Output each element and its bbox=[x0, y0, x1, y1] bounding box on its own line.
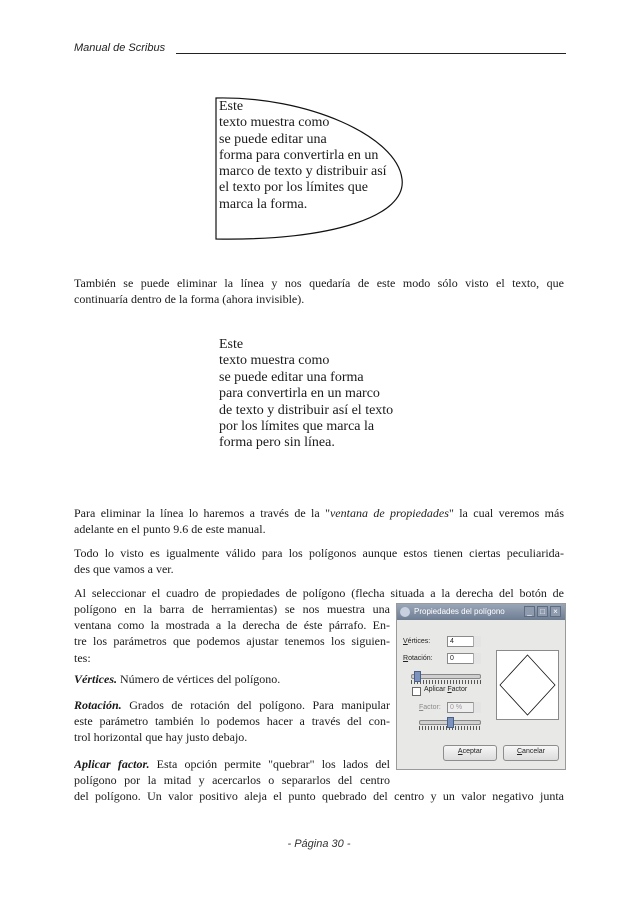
paragraph-line: adelante en el punto 9.6 de este manual. bbox=[74, 522, 266, 537]
shaped-text-line: forma para convertirla en un bbox=[219, 147, 379, 163]
factor-spinbox[interactable]: 0 % bbox=[447, 702, 481, 713]
dialog-titlebar bbox=[397, 604, 565, 620]
paragraph-line: Al seleccionar el cuadro de propiedades de polígono (flecha situada a la derecha del botón de bbox=[74, 586, 564, 600]
paragraph-line: este parámetro también lo podemos hacer a través del con- bbox=[74, 714, 390, 729]
polygon-preview bbox=[496, 650, 559, 720]
paragraph-properties-window bbox=[74, 505, 564, 537]
definition-apply-factor-cont bbox=[74, 788, 564, 804]
paragraph-line: Rotación. Grados de rotación del polígono. Para manipular bbox=[74, 698, 390, 712]
cancel-button[interactable]: Cancelar bbox=[503, 745, 559, 761]
plain-text-line: para convertirla en un marco bbox=[219, 386, 380, 402]
diamond-preview-icon bbox=[497, 651, 558, 719]
plain-text-line: texto muestra como bbox=[219, 353, 330, 369]
close-icon[interactable]: × bbox=[550, 606, 561, 617]
paragraph-line-removal bbox=[74, 275, 564, 307]
paragraph-line: tes: bbox=[74, 650, 91, 665]
paragraph-line: trol horizontal que hay justo debajo. bbox=[74, 730, 248, 745]
shaped-text-line: Este bbox=[219, 99, 244, 114]
apply-factor-label: Aplicar Factor bbox=[424, 686, 468, 693]
vertices-spinbox[interactable]: 4 bbox=[447, 636, 481, 647]
paragraph-line: Todo lo visto es igualmente válido para los polígonos aunque estos tienen ciertas peculiarida- bbox=[74, 546, 564, 560]
slider-track bbox=[411, 674, 481, 679]
spin-arrows-icon[interactable] bbox=[473, 653, 481, 664]
plain-text-line: Este bbox=[219, 337, 244, 352]
definition-vertices bbox=[74, 671, 390, 687]
paragraph-line: Vértices. Número de vértices del polígono. bbox=[74, 672, 281, 686]
plain-text-line: de texto y distribuir así el texto bbox=[219, 402, 394, 418]
running-header-title: Manual de Scribus bbox=[74, 42, 166, 54]
paragraph-line: ventana como la mostrada a la derecha de éste párrafo. En- bbox=[74, 618, 390, 633]
paragraph-line: continuaría dentro de la forma (ahora invisible). bbox=[74, 292, 305, 307]
definition-apply-factor bbox=[74, 756, 390, 788]
maximize-icon[interactable]: □ bbox=[537, 606, 548, 617]
plain-text-frame bbox=[219, 337, 393, 452]
vertices-label: Vértices: bbox=[403, 638, 431, 645]
shaped-text-line: se puede editar una bbox=[219, 131, 327, 147]
italic-term: ventana de propiedades bbox=[329, 506, 449, 520]
vertices-slider[interactable] bbox=[411, 671, 481, 685]
paragraph-selection-line1 bbox=[74, 585, 564, 601]
page-number: - Página 30 - bbox=[287, 838, 351, 850]
paragraph-selection-rest bbox=[74, 601, 390, 666]
slider-thumb[interactable] bbox=[414, 671, 421, 682]
spin-arrows-icon[interactable] bbox=[473, 636, 481, 647]
minimize-icon[interactable]: _ bbox=[524, 606, 535, 617]
accept-button[interactable]: Aceptar bbox=[443, 745, 497, 761]
plain-text-line: por los límites que marca la bbox=[219, 419, 375, 435]
factor-slider[interactable] bbox=[419, 717, 481, 731]
paragraph-line: tre los parámetros que podemos ajustar tenemos los siguien- bbox=[74, 634, 390, 649]
shaped-text-frame bbox=[219, 99, 419, 213]
plain-text-line: forma pero sin línea. bbox=[219, 435, 335, 451]
shaped-text-line: el texto por los límites que bbox=[219, 180, 368, 196]
paragraph-line: Aplicar factor. Esta opción permite "quebrar" los lados del bbox=[74, 757, 390, 771]
paragraph-polygons bbox=[74, 545, 564, 577]
app-icon bbox=[400, 607, 410, 617]
paragraph-line: polígono en la barra de herramientas) se nos muestra una bbox=[74, 602, 390, 616]
slider-ticks bbox=[411, 680, 481, 684]
shaped-text-line: marca la forma. bbox=[219, 196, 308, 212]
paragraph-line: polígono por la mitad y acercarlos o separarlos del centro bbox=[74, 773, 390, 788]
definition-term: Aplicar factor. bbox=[74, 757, 150, 771]
polygon-properties-dialog bbox=[396, 603, 566, 770]
apply-factor-checkbox[interactable] bbox=[412, 687, 421, 696]
header-rule bbox=[176, 53, 566, 54]
definition-rotation bbox=[74, 697, 390, 746]
definition-term: Rotación. bbox=[74, 698, 122, 712]
rotation-spinbox[interactable]: 0 bbox=[447, 653, 481, 664]
shaped-text-line: marco de texto y distribuir así bbox=[219, 164, 387, 180]
shaped-text-line: texto muestra como bbox=[219, 115, 330, 131]
slider-thumb[interactable] bbox=[447, 717, 454, 728]
paragraph-line: del polígono. Un valor positivo aleja el punto quebrado del centro y un valor negativo junta bbox=[74, 789, 564, 803]
plain-text-line: se puede editar una forma bbox=[219, 369, 364, 385]
paragraph-line: des que vamos a ver. bbox=[74, 562, 174, 577]
paragraph-line: También se puede eliminar la línea y nos quedaría de este modo sólo visto el texto, que bbox=[74, 276, 564, 290]
paragraph-line: Para eliminar la línea lo haremos a través de la "ventana de propiedades" la cual veremos más bbox=[74, 506, 564, 520]
rotation-label: Rotación: bbox=[403, 655, 433, 662]
spin-arrows-icon[interactable] bbox=[473, 702, 481, 713]
definition-term: Vértices. bbox=[74, 672, 117, 686]
factor-label: Factor: bbox=[419, 704, 441, 711]
dialog-title: Propiedades del polígono bbox=[414, 607, 505, 616]
